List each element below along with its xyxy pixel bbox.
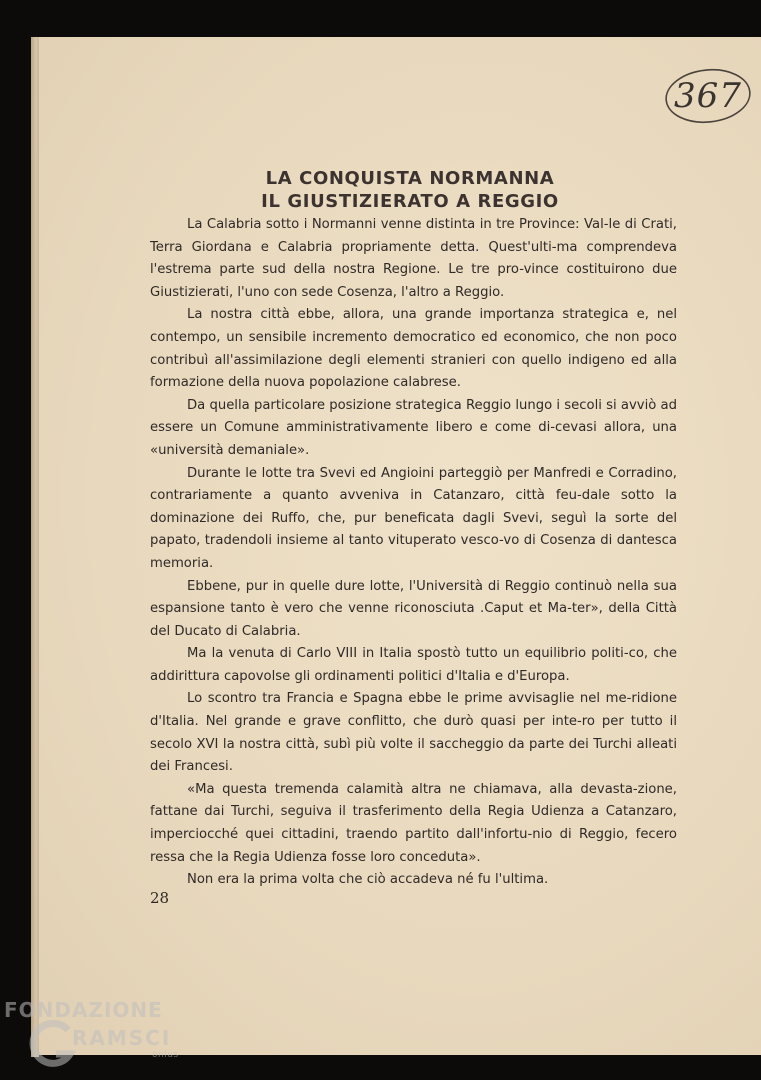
paragraph: La Calabria sotto i Normanni venne distinta in tre Province: Val-le di Crati, Terra Giordana e Calabria propriamente detta. Quest'ulti-ma comprendeva l'estrema parte sud della nostra Regione. Le tre pro-vince costituirono due Giustizierati, l'uno con sede Cosenza, l'altro a Reggio. [150, 217, 677, 300]
g-logo-icon [28, 1020, 78, 1072]
paragraph: Non era la prima volta che ciò accadeva né fu l'ultima. [187, 872, 549, 888]
watermark-line-1: FONDAZIONE [4, 998, 163, 1022]
archive-number-stamp [662, 66, 754, 126]
paragraph: «Ma questa tremenda calamità altra ne chiamava, alla devasta-zione, fattane dai Turchi, seguiva il trasferimento della Regia Udienza a Catanzaro, imperciocché quei cittadini, traendo partito dall'infortu-nio di Reggio, fecero ressa che la Regia Udienza fosse loro conceduta». [150, 781, 677, 865]
title-line-2: IL GIUSTIZIERATO A REGGIO [261, 191, 559, 212]
watermark-line-3: onlus [152, 1050, 179, 1060]
watermark-line-2: RAMSCI [72, 1026, 172, 1050]
paragraph: Ebbene, pur in quelle dure lotte, l'Università di Reggio continuò nella sua espansione tanto è vero che venne riconosciuta .Caput et Ma-ter», della Città del Ducato di Calabria. [150, 578, 677, 639]
article-body [150, 214, 677, 892]
article-title [150, 167, 670, 213]
paragraph: Durante le lotte tra Svevi ed Angioini parteggiò per Manfredi e Corradino, contrariamente a quanto avveniva in Catanzaro, città feu-dale sotto la dominazione dei Ruffo, che, pur beneficata dagli Svevi, seguì la sorte del papato, tradendoli insieme al tanto vituperato vesco-vo di Cosenza di dantesca memoria. [150, 465, 677, 571]
title-line-1: LA CONQUISTA NORMANNA [265, 168, 555, 189]
paragraph: La nostra città ebbe, allora, una grande importanza strategica e, nel contempo, un sensibile incremento democratico ed economico, che non poco contribuì all'assimilazione degli elementi stranieri con quello indigeno ed alla formazione della nuova popolazione calabrese. [150, 307, 677, 391]
archive-number: 367 [674, 76, 742, 116]
page-edge [31, 37, 39, 1057]
paragraph: Da quella particolare posizione strategica Reggio lungo i secoli si avviò ad essere un Comune amministrativamente libero e come di-cevasi allora, una «università demaniale». [150, 397, 677, 458]
page-number: 28 [150, 889, 170, 907]
watermark-logo [0, 994, 200, 1074]
paragraph: Ma la venuta di Carlo VIII in Italia spostò tutto un equilibrio politi-co, che addirittura capovolse gli ordinamenti politici d'Italia e d'Europa. [150, 646, 677, 684]
paragraph: Lo scontro tra Francia e Spagna ebbe le prime avvisaglie nel me-ridione d'Italia. Nel grande e grave conflitto, che durò quasi per inte-ro per tutto il secolo XVI la nostra città, subì più volte il saccheggio da parte dei Turchi alleati dei Francesi. [150, 691, 677, 775]
